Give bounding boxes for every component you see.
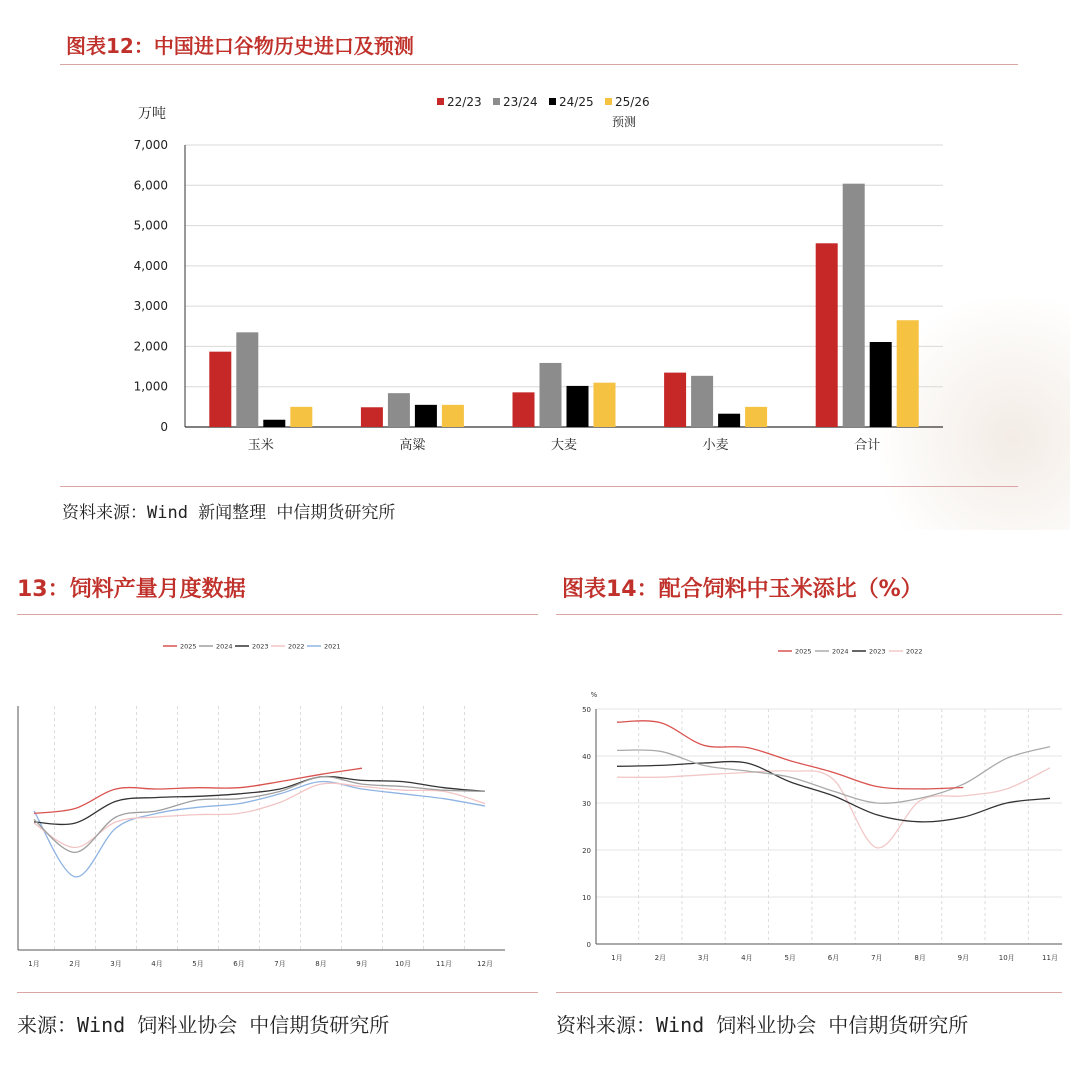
legend-swatch	[493, 98, 500, 105]
fig14-title: 图表14：配合饲料中玉米添比（%）	[562, 577, 923, 602]
x-category-label: 玉米	[247, 438, 274, 453]
bar-22-23	[209, 352, 231, 427]
y-tick-label: 10	[582, 894, 591, 902]
bar-22-23	[513, 392, 535, 427]
x-tick-label: 5月	[784, 954, 796, 962]
fig13-title-rule	[17, 614, 538, 615]
legend-label: 2023	[252, 642, 269, 651]
fig12-chart	[0, 80, 1080, 480]
legend-note: 预测	[612, 115, 637, 129]
bar-25-26	[594, 383, 616, 427]
fig12-source-rule	[60, 486, 1018, 487]
x-tick-label: 6月	[827, 954, 840, 962]
legend-swatch	[605, 98, 612, 105]
x-tick-label: 4月	[151, 960, 163, 968]
x-tick-label: 7月	[274, 960, 286, 968]
x-tick-label: 12月	[477, 960, 493, 968]
y-tick-label: 50	[582, 706, 591, 714]
x-category-label: 合计	[854, 438, 881, 453]
x-tick-label: 9月	[356, 960, 368, 968]
bar-25-26	[897, 320, 919, 427]
fig14-chart	[550, 630, 1080, 980]
legend-label: 2025	[180, 642, 197, 651]
legend-label: 2025	[795, 647, 812, 656]
legend-label: 2024	[216, 642, 233, 651]
series-line-2023	[34, 776, 485, 824]
x-tick-label: 1月	[611, 954, 623, 962]
bar-24-25	[415, 405, 437, 427]
bar-25-26	[745, 407, 767, 427]
bar-23-24	[388, 393, 410, 427]
y-tick-label: 7,000	[133, 138, 168, 152]
legend-label: 2021	[324, 642, 341, 651]
legend-label: 24/25	[559, 95, 594, 109]
fig13-title: 13：饲料产量月度数据	[17, 577, 246, 602]
legend-label: 2023	[869, 647, 886, 656]
fig12-title-rule	[60, 64, 1018, 65]
y-tick-label: 30	[582, 800, 591, 808]
fig14-source-rule	[556, 992, 1062, 993]
legend-label: 23/24	[503, 95, 538, 109]
fig14-title-rule	[556, 614, 1062, 615]
legend-swatch	[437, 98, 444, 105]
fig13-source-rule	[17, 992, 538, 993]
fig14-source: 资料来源：Wind 饲料业协会 中信期货研究所	[556, 1013, 969, 1037]
bar-24-25	[567, 386, 589, 427]
x-tick-label: 8月	[914, 954, 926, 962]
x-category-label: 小麦	[702, 438, 729, 453]
bar-23-24	[691, 376, 713, 427]
x-tick-label: 8月	[315, 960, 327, 968]
fig12-title: 图表12：中国进口谷物历史进口及预测	[66, 34, 414, 58]
bar-23-24	[236, 332, 258, 427]
x-tick-label: 3月	[110, 960, 122, 968]
y-axis-unit: 万吨	[138, 106, 166, 122]
x-tick-label: 10月	[395, 960, 411, 968]
x-category-label: 大麦	[550, 438, 578, 453]
fig13-source: 来源：Wind 饲料业协会 中信期货研究所	[17, 1013, 390, 1037]
y-tick-label: 40	[582, 753, 591, 761]
bar-24-25	[718, 414, 740, 427]
y-tick-label: 6,000	[133, 178, 168, 193]
bar-24-25	[263, 420, 285, 427]
x-tick-label: 6月	[233, 960, 245, 968]
x-tick-label: 5月	[192, 960, 204, 968]
y-tick-label: 4,000	[133, 258, 168, 273]
bar-23-24	[540, 363, 562, 427]
y-tick-label: 2,000	[133, 339, 168, 354]
x-tick-label: 1月	[28, 960, 40, 968]
legend-label: 2022	[288, 642, 305, 651]
x-tick-label: 9月	[957, 954, 970, 962]
x-category-label: 高粱	[399, 438, 426, 453]
x-tick-label: 11月	[1042, 954, 1058, 962]
y-tick-label: 0	[160, 420, 168, 434]
x-tick-label: 10月	[998, 954, 1015, 962]
y-tick-label: 20	[582, 847, 591, 855]
bar-24-25	[870, 342, 892, 427]
series-line-2025	[34, 768, 362, 813]
fig12-source: 资料来源：Wind 新闻整理 中信期货研究所	[62, 503, 396, 523]
y-tick-label: 3,000	[133, 299, 168, 314]
bar-22-23	[361, 407, 383, 427]
x-tick-label: 4月	[741, 954, 753, 962]
y-tick-label: 5,000	[133, 218, 168, 233]
y-axis-unit: %	[590, 691, 598, 699]
x-tick-label: 2月	[654, 954, 667, 962]
legend-label: 22/23	[447, 95, 482, 109]
x-tick-label: 2月	[69, 960, 81, 968]
legend-label: 2024	[832, 647, 849, 656]
fig13-chart	[0, 630, 540, 980]
bar-25-26	[290, 407, 312, 427]
legend-label: 2022	[906, 647, 923, 656]
x-tick-label: 7月	[871, 954, 883, 962]
y-tick-label: 0	[586, 941, 591, 949]
bar-25-26	[442, 405, 464, 427]
bar-22-23	[664, 373, 686, 427]
x-tick-label: 11月	[436, 960, 452, 968]
legend-swatch	[549, 98, 556, 105]
legend-label: 25/26	[615, 95, 650, 109]
series-line-2025	[617, 721, 963, 789]
y-tick-label: 1,000	[133, 379, 168, 394]
x-tick-label: 3月	[697, 954, 710, 962]
bar-22-23	[816, 243, 838, 427]
bar-23-24	[843, 184, 865, 427]
